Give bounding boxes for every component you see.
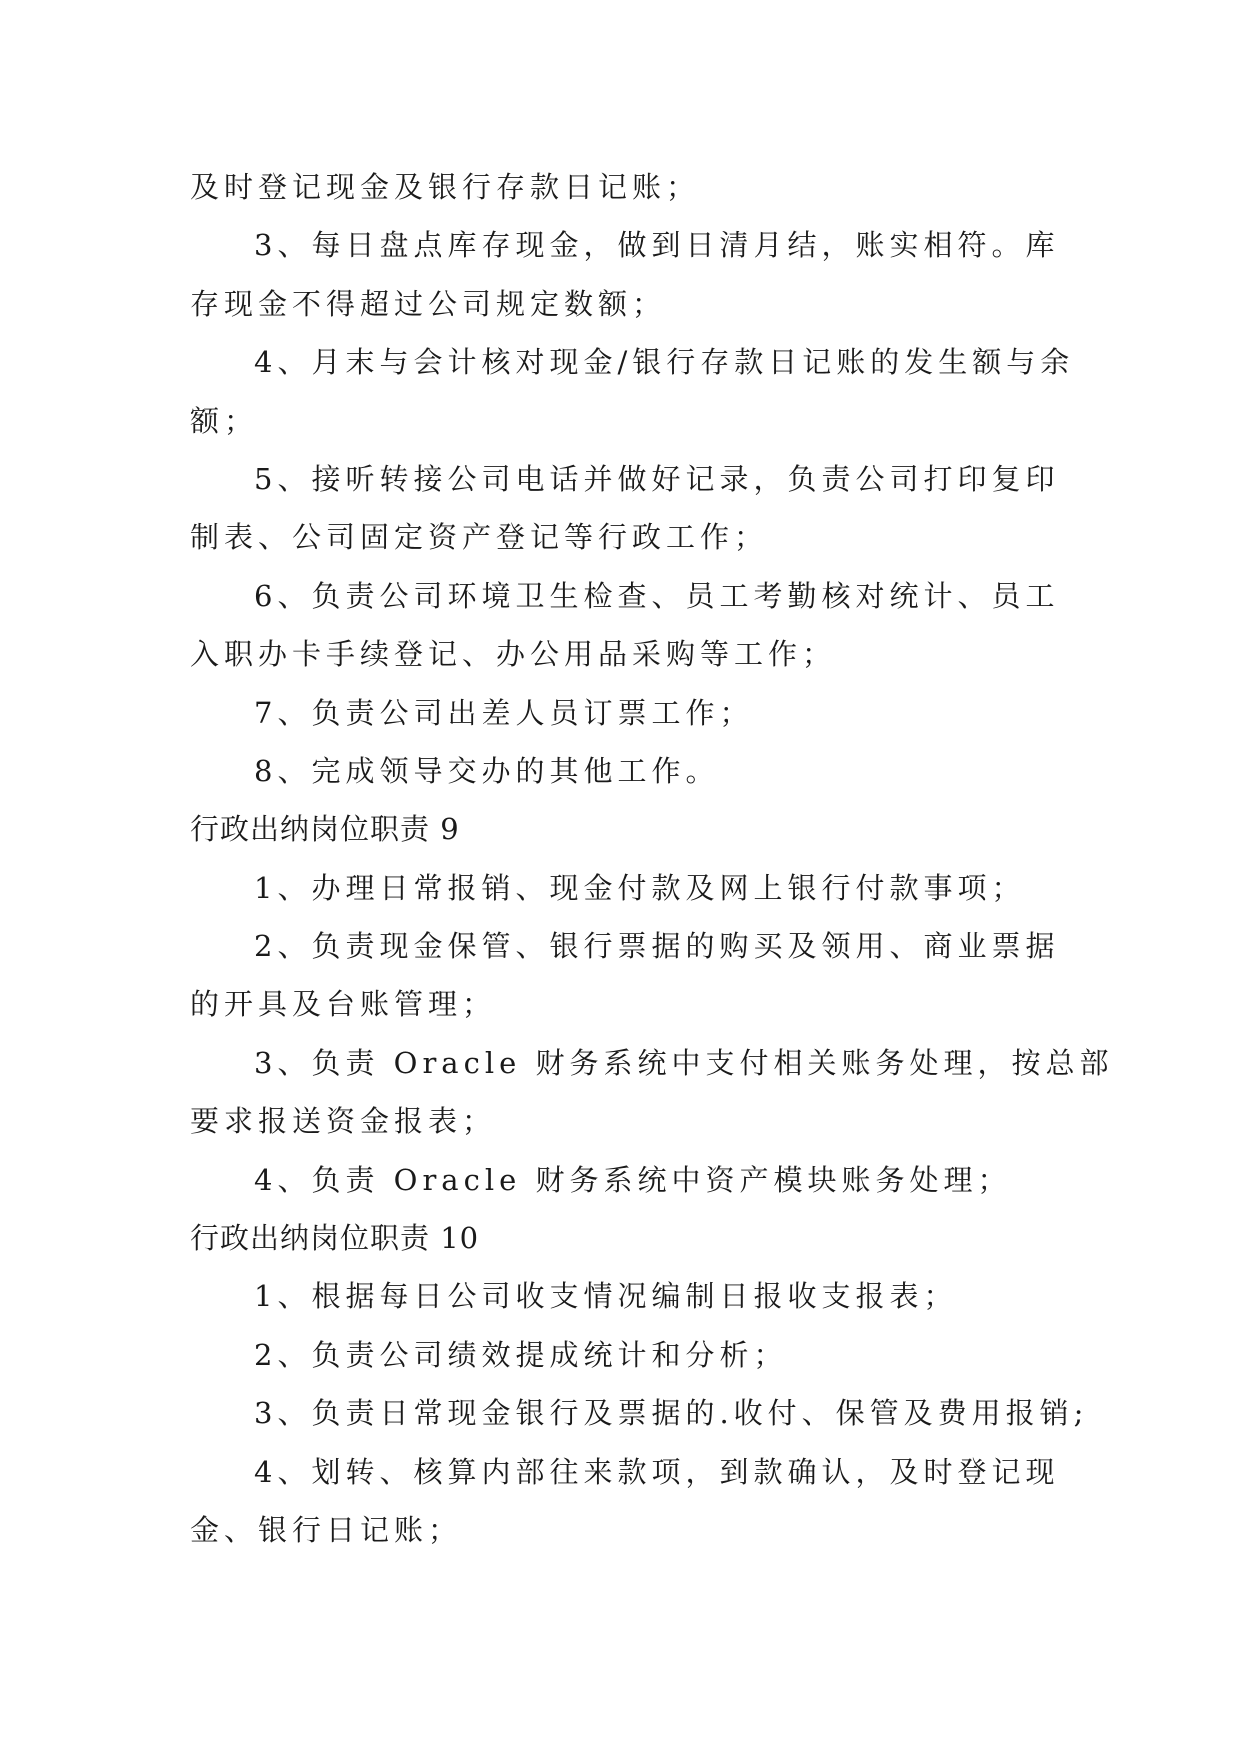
- paragraph-line: 3、负责 Oracle 财务系统中支付相关账务处理，按总部: [254, 1045, 1114, 1080]
- section-heading: 行政出纳岗位职责 10: [190, 1221, 480, 1256]
- paragraph-line: 入职办卡手续登记、办公用品采购等工作；: [190, 637, 837, 672]
- paragraph-line: 3、每日盘点库存现金，做到日清月结，账实相符。库: [254, 228, 1060, 263]
- paragraph-line: 3、负责日常现金银行及票据的.收付、保管及费用报销;: [254, 1396, 1089, 1431]
- paragraph-line: 制表、公司固定资产登记等行政工作；: [190, 520, 769, 555]
- paragraph-line: 4、负责 Oracle 财务系统中资产模块账务处理；: [254, 1162, 1012, 1197]
- paragraph-line: 存现金不得超过公司规定数额；: [190, 286, 667, 321]
- paragraph-line: 4、划转、核算内部往来款项，到款确认，及时登记现: [254, 1454, 1060, 1489]
- paragraph-line: 2、负责公司绩效提成统计和分析；: [254, 1337, 788, 1372]
- paragraph-line: 1、根据每日公司收支情况编制日报收支报表；: [254, 1279, 958, 1314]
- paragraph-line: 金、银行日记账；: [190, 1512, 463, 1547]
- paragraph-line: 8、完成领导交办的其他工作。: [254, 753, 720, 788]
- paragraph-line: 1、办理日常报销、现金付款及网上银行付款事项；: [254, 870, 1026, 905]
- paragraph-line: 的开具及台账管理；: [190, 987, 497, 1022]
- paragraph-line: 额；: [190, 403, 259, 438]
- section-heading: 行政出纳岗位职责 9: [190, 812, 460, 847]
- paragraph-line: 要求报送资金报表；: [190, 1104, 497, 1139]
- paragraph-line: 7、负责公司出差人员订票工作；: [254, 695, 754, 730]
- document-body: [190, 158, 1114, 1559]
- paragraph-line: 2、负责现金保管、银行票据的购买及领用、商业票据: [254, 929, 1060, 964]
- paragraph-line: 及时登记现金及银行存款日记账；: [190, 170, 701, 204]
- paragraph-line: 4、月末与会计核对现金/银行存款日记账的发生额与余: [254, 345, 1075, 380]
- paragraph-line: 6、负责公司环境卫生检查、员工考勤核对统计、员工: [254, 578, 1060, 613]
- paragraph-line: 5、接听转接公司电话并做好记录，负责公司打印复印: [254, 461, 1060, 496]
